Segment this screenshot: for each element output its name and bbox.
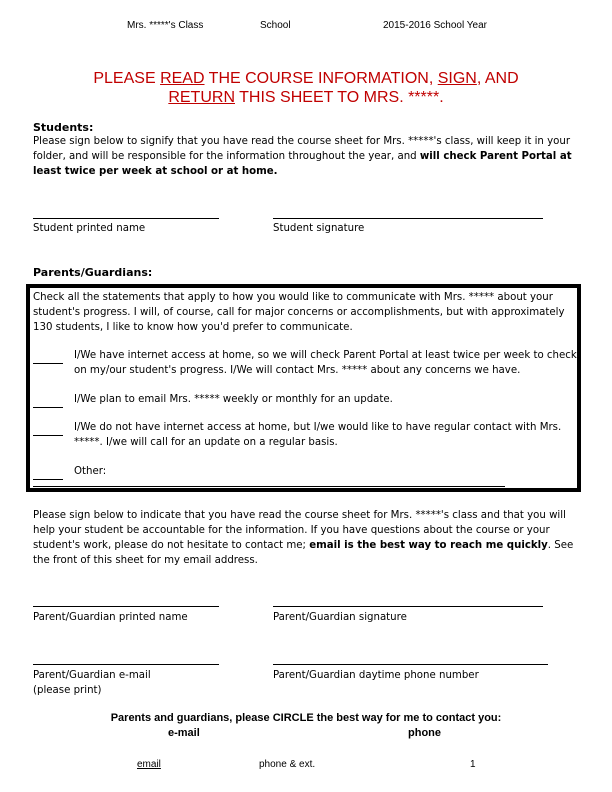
page-number: 1 — [470, 759, 476, 770]
title-return: RETURN — [168, 89, 235, 106]
student-name-line[interactable] — [33, 218, 219, 219]
students-text-end: . — [273, 166, 278, 177]
parent-signature-label: Parent/Guardian signature — [273, 612, 407, 623]
contact-prompt: Parents and guardians, please CIRCLE the best way for me to contact you: — [110, 712, 502, 724]
parent-email-label: Parent/Guardian e-mail — [33, 670, 151, 681]
footer-phone: phone & ext. — [259, 759, 316, 770]
parent-email-line[interactable] — [33, 664, 219, 665]
student-signature-line[interactable] — [273, 218, 543, 219]
students-instructions — [33, 134, 578, 179]
box-intro: Check all the statements that apply to how you would like to communicate with Mrs. ***** about your student's progress. I will, of course, call for major concerns or accomplishments, but with approximately 130 students, I like to know how you'd prefer to communicate. — [33, 292, 565, 333]
parent-text-bold: email is the best way to reach me quickly — [309, 540, 548, 551]
page-title — [30, 69, 582, 107]
title-read: READ — [160, 70, 205, 87]
title-part: THE COURSE INFORMATION, — [204, 70, 438, 87]
title-part: THIS SHEET TO MRS. *****. — [235, 89, 444, 106]
statement-text: I/We plan to email Mrs. ***** weekly or monthly for an update. — [74, 394, 393, 405]
parent-signature-line[interactable] — [273, 606, 543, 607]
parent-text-end: . See the front of this sheet for my email address. — [33, 540, 574, 566]
statement-text: I/We have internet access at home, so we will check Parent Portal at least twice per week to check on my/our student's progress. I/We will contact Mrs. ***** about any concerns we have. — [74, 350, 577, 376]
header-class-name: Mrs. *****'s Class — [127, 20, 204, 31]
students-heading: Students: — [33, 121, 94, 134]
contact-option-email[interactable]: e-mail — [168, 727, 200, 739]
statement-item — [33, 464, 578, 480]
student-signature-label: Student signature — [273, 223, 365, 234]
contact-option-phone[interactable]: phone — [408, 727, 441, 739]
title-part: , AND — [476, 70, 519, 87]
parent-printed-name-label: Parent/Guardian printed name — [33, 612, 188, 623]
parent-name-line[interactable] — [33, 606, 219, 607]
statement-checkbox[interactable] — [33, 348, 63, 364]
statement-checkbox[interactable] — [33, 392, 63, 408]
statement-checkbox[interactable] — [33, 420, 63, 436]
statement-text: I/We do not have internet access at home, but I/we would like to have regular contact with Mrs. *****. I/we will call for an update on a regular basis. — [74, 422, 562, 448]
header-year: 2015-2016 School Year — [383, 20, 487, 31]
parent-email-note: (please print) — [33, 685, 102, 696]
parents-heading: Parents/Guardians: — [33, 266, 153, 279]
statement-item — [33, 420, 578, 452]
other-line[interactable] — [33, 486, 505, 487]
parent-text: Please sign below to indicate that you have read the course sheet for Mrs. *****'s class and that you will help your student be accountable for the information. If you have questions about the course or your student's work, please do not hesitate to contact me; — [33, 510, 566, 551]
parent-phone-line[interactable] — [273, 664, 548, 665]
parent-phone-label: Parent/Guardian daytime phone number — [273, 670, 479, 681]
title-sign: SIGN — [437, 70, 477, 87]
title-part: PLEASE — [93, 70, 161, 87]
students-text: Please sign below to signify that you have read the course sheet for Mrs. *****'s class, will keep it in your folder, and will be responsible for the information throughout the year, and — [33, 136, 571, 162]
student-printed-name-label: Student printed name — [33, 223, 146, 234]
statement-text: Other: — [74, 466, 107, 477]
statement-item — [33, 392, 578, 408]
footer-email: email — [137, 759, 161, 770]
parent-instructions — [33, 508, 578, 568]
statement-checkbox[interactable] — [33, 464, 63, 480]
header-school: School — [260, 20, 291, 31]
statement-item — [33, 348, 578, 380]
students-text-bold: will check Parent Portal at least twice per week at school or at home — [33, 151, 572, 177]
